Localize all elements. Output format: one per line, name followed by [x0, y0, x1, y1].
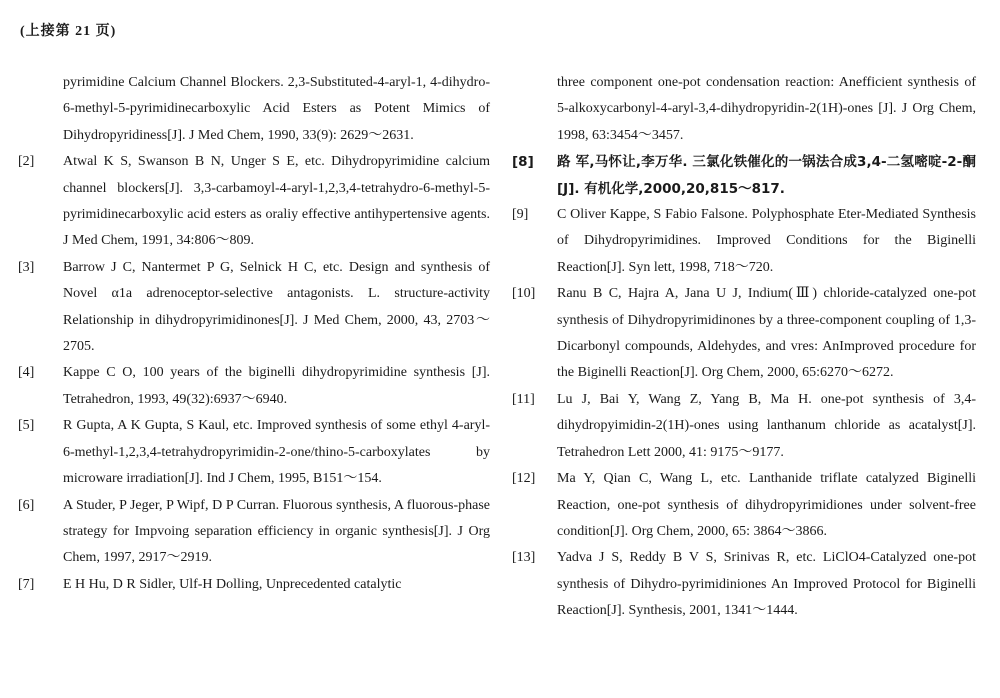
reference-item	[512, 466, 976, 545]
reference-number: [4]	[18, 365, 35, 381]
reference-text: 路 军,马怀让,李万华. 三氯化铁催化的一锅法合成3,4-二氢嘧啶-2-酮[J]. 有机化学,2000,20,815～817.	[557, 154, 976, 197]
reference-column-right	[512, 70, 976, 625]
reference-item	[512, 149, 976, 202]
reference-item	[18, 413, 490, 492]
reference-item	[512, 70, 976, 149]
reference-item	[18, 360, 490, 413]
reference-item	[18, 572, 490, 598]
reference-text: Barrow J C, Nantermet P G, Selnick H C, etc. Design and synthesis of Novel α1a adrenoceptor-selective antagonists. L. structure-activity Relationship in dihydropyrimidinones[J]. J Med Chem, 2000, 43, 2703～2705.	[63, 259, 490, 355]
reference-item	[18, 493, 490, 572]
reference-number: [9]	[512, 207, 529, 223]
reference-text: C Oliver Kappe, S Fabio Falsone. Polyphosphate Eter-Mediated Synthesis of Dihydropyrimidines. Improved Conditions for the Biginelli Reaction[J]. Syn lett, 1998, 718～720.	[557, 207, 976, 275]
reference-number: [8]	[512, 154, 534, 171]
page-continuation-header: (上接第 21 页)	[20, 24, 117, 39]
reference-number: [6]	[18, 497, 35, 513]
reference-item	[18, 149, 490, 255]
reference-number: [12]	[512, 471, 536, 487]
reference-item	[512, 545, 976, 624]
reference-item	[512, 281, 976, 387]
reference-text: Lu J, Bai Y, Wang Z, Yang B, Ma H. one-pot synthesis of 3,4-dihydropyimidin-2(1H)-ones using lanthanum chloride as acatalyst[J]. Tetrahedron Lett 2000, 41: 9175～9177.	[557, 391, 976, 460]
reference-number: [2]	[18, 154, 35, 170]
reference-item	[512, 387, 976, 466]
reference-item	[18, 70, 490, 149]
reference-number: [13]	[512, 550, 536, 566]
reference-number: [7]	[18, 576, 35, 592]
reference-text: Ma Y, Qian C, Wang L, etc. Lanthanide triflate catalyzed Biginelli Reaction, one-pot synthesis of dihydropyrimidiones under solvent-free condition[J]. Org Chem, 2000, 65: 3864～3866.	[557, 471, 976, 539]
reference-text: R Gupta, A K Gupta, S Kaul, etc. Improved synthesis of some ethyl 4-aryl-6-methyl-1,2,3,4-tetrahydropyrimidin-2-one/thino-5-carboxylates by microware irradiation[J]. Ind J Chem, 1995, B151～154.	[63, 418, 490, 487]
reference-text: Kappe C O, 100 years of the biginelli dihydropyrimidine synthesis [J]. Tetrahedron, 1993, 49(32):6937～6940.	[63, 365, 490, 407]
reference-text: Atwal K S, Swanson B N, Unger S E, etc. Dihydropyrimidine calcium channel blockers[J]. 3,3-carbamoyl-4-aryl-1,2,3,4-tetrahydro-6-methyl-5-pyrimidinecarboxylic acid esters as oraliy effective antihypertensive agents. J Med Chem, 1991, 34:806～809.	[63, 154, 490, 249]
reference-text: three component one-pot condensation reaction: Anefficient synthesis of 5-alkoxycarbonyl-4-aryl-3,4-dihydropyridin-2(1H)-ones [J]. J Org Chem, 1998, 63:3454～3457.	[557, 75, 976, 143]
reference-number: [10]	[512, 286, 536, 302]
reference-number: [3]	[18, 259, 35, 275]
reference-text: A Studer, P Jeger, P Wipf, D P Curran. Fluorous synthesis, A fluorous-phase strategy for Impvoing separation efficiency in organic synthesis[J]. J Org Chem, 1997, 2917～2919.	[63, 497, 490, 566]
reference-item	[512, 202, 976, 281]
reference-item	[18, 255, 490, 361]
reference-text: pyrimidine Calcium Channel Blockers. 2,3-Substituted-4-aryl-1, 4-dihydro-6-methyl-5-pyrimidinecarboxylic Acid Esters as Potent Mimics of Dihydropyridiness[J]. J Med Chem, 1990, 33(9): 2629～2631.	[63, 75, 490, 143]
reference-text: E H Hu, D R Sidler, Ulf-H Dolling, Unprecedented catalytic	[63, 576, 402, 592]
reference-column-left	[18, 70, 490, 598]
reference-text: Yadva J S, Reddy B V S, Srinivas R, etc. LiClO4-Catalyzed one-pot synthesis of Dihydro-pyrimidiniones An Improved Protocol for Biginelli Reaction[J]. Synthesis, 2001, 1341～1444.	[557, 550, 976, 619]
reference-text: Ranu B C, Hajra A, Jana U J, Indium(Ⅲ) chloride-catalyzed one-pot synthesis of Dihydropyrimidinones by a three-component coupling of 1,3-Dicarbonyl compounds, Aldehydes, and vres: AnImproved procedure for the Biginelli Reaction[J]. Org Chem, 2000, 65:6270～6272.	[557, 286, 976, 381]
reference-number: [5]	[18, 418, 35, 434]
reference-number: [11]	[512, 391, 535, 407]
